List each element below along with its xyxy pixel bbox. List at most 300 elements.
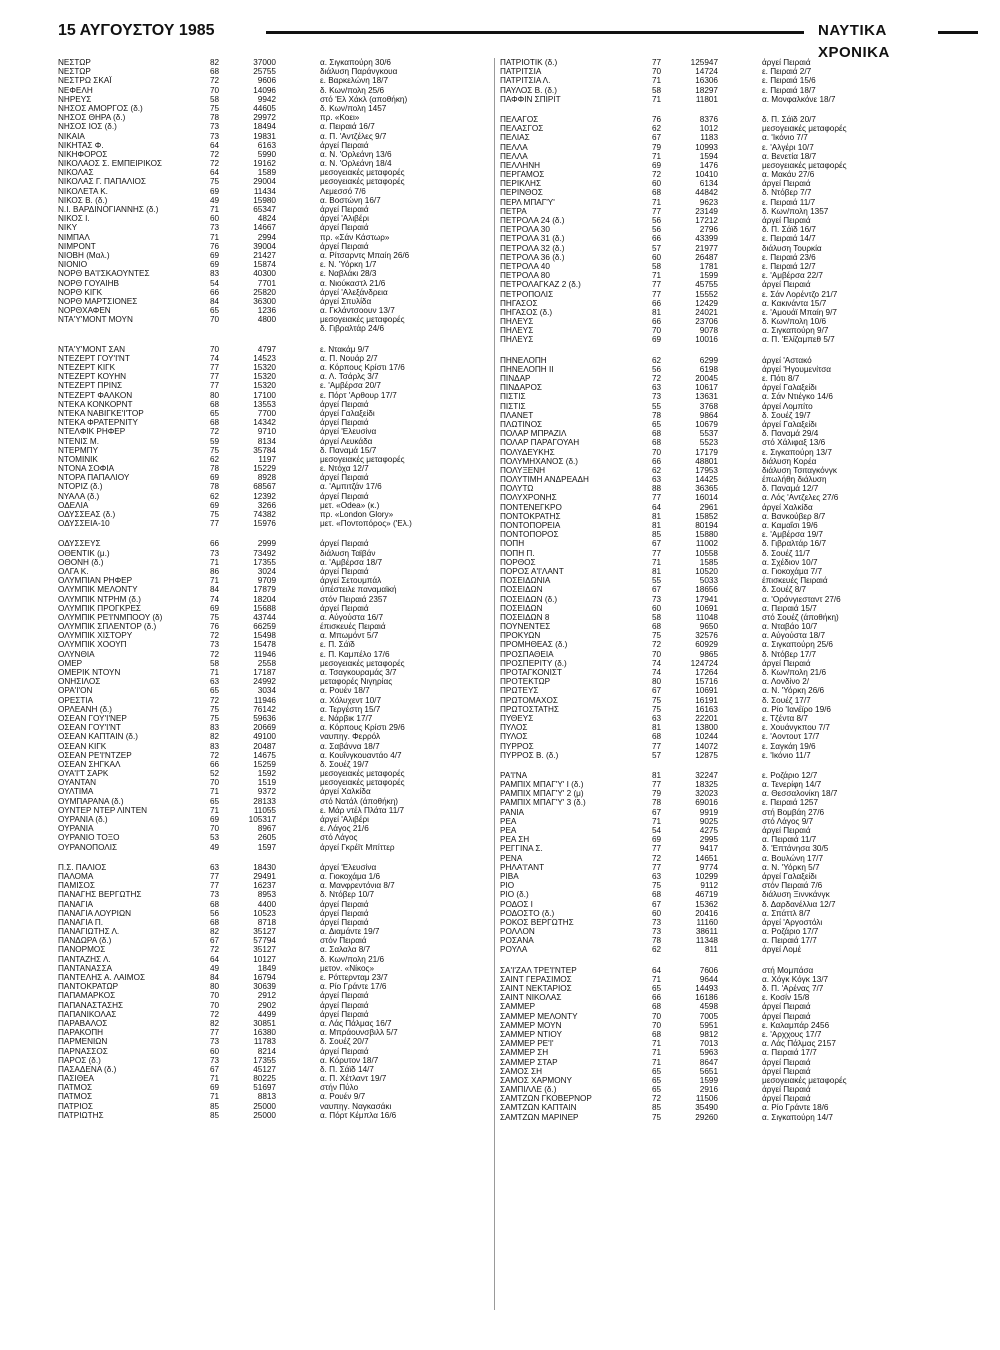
ship-name: ΣΑΜΜΕΡ ΡΕ'Ι' (500, 1039, 554, 1049)
ship-row (500, 1058, 940, 1067)
gross-tonnage: 9644 (699, 974, 718, 984)
build-year: 68 (210, 418, 220, 428)
gross-tonnage: 15320 (253, 363, 276, 372)
ship-row (500, 1002, 940, 1011)
build-year: 66 (652, 234, 662, 244)
ship-position: στή Βομβάη 27/6 (762, 807, 825, 817)
ship-name: ΡΕΓΓΙΝΑ Σ. (500, 844, 543, 854)
issue-date: 15 ΑΥΓΟΥΣΤΟΥ 1985 (58, 22, 215, 39)
build-year: 56 (652, 216, 662, 225)
ship-row (58, 742, 498, 751)
build-year: 68 (652, 188, 662, 198)
ship-row (500, 392, 940, 401)
gross-tonnage: 36300 (253, 296, 276, 306)
build-year: 82 (210, 1018, 220, 1028)
gross-tonnage: 10299 (695, 871, 718, 881)
gross-tonnage: 10523 (253, 908, 276, 918)
ship-position: άργεί Πειραιά (320, 140, 369, 150)
build-year: 69 (210, 815, 220, 824)
build-year: 74 (210, 594, 220, 604)
ship-row (500, 170, 940, 179)
ship-position: α. Κακινάντα 15/7 (762, 298, 827, 308)
ship-row (500, 475, 940, 484)
ship-position: α. 'Οράνγιεσταντ 27/6 (762, 594, 841, 604)
gross-tonnage: 59636 (253, 713, 276, 723)
ship-row (500, 493, 940, 502)
gross-tonnage: 29004 (253, 177, 276, 187)
gross-tonnage: 24021 (695, 307, 718, 317)
ship-position: ε. 'Ικόνιο 11/7 (762, 750, 811, 760)
ship-name: ΠΑΤΡΙΩΤΗΣ (58, 1110, 104, 1120)
gross-tonnage: 2605 (257, 833, 276, 843)
gross-tonnage: 16306 (695, 76, 718, 86)
ship-position: α. Γιοκοχάμα 7/7 (762, 566, 823, 576)
ship-name: ΠΟΣΕΙΔΩΝ (500, 603, 543, 613)
ship-position: α. Σιγκαπούρη 9/7 (762, 326, 829, 336)
ship-position: α. Λάς Πάλμας 2157 (762, 1039, 836, 1049)
ship-row (500, 945, 940, 954)
ship-name: ΡΑ'Ι'ΝΑ (500, 770, 528, 780)
ship-name: ΟΡΑ'Ι'ΟΝ (58, 686, 93, 696)
ship-row (500, 1039, 940, 1048)
ship-row (58, 1019, 498, 1028)
ship-position: ε. Τζέντα 8/7 (762, 713, 808, 723)
ship-name: ΠΑΣΙΘΕΑ (58, 1074, 95, 1084)
ship-row (58, 391, 498, 400)
ship-position: α. Κόρυτον 18/7 (320, 1055, 379, 1065)
ship-name: ΠΑΝΤΟΚΡΑΤΩΡ (58, 982, 119, 992)
ship-name: ΝΗΡΕΥΣ (58, 94, 92, 104)
ship-name: ΝΙΚΟΣ Β. (δ.) (58, 195, 108, 205)
build-year: 77 (210, 363, 220, 372)
gross-tonnage: 44842 (695, 188, 718, 198)
gross-tonnage: 9812 (699, 1029, 718, 1039)
ship-name: ΠΑΣΑΔΕΝΑ (δ.) (58, 1064, 117, 1074)
ship-name: ΝΙΚΗΦΟΡΟΣ (58, 149, 108, 159)
ship-name: ΡΙΟ (500, 881, 515, 891)
build-year: 78 (652, 798, 662, 808)
ship-position: ε. Πειραιά 15/6 (762, 76, 816, 86)
ship-row (58, 806, 498, 815)
gross-tonnage: 11946 (253, 695, 276, 705)
ship-position: μεσογειακές μεταφορές (320, 177, 405, 187)
gross-tonnage: 65347 (253, 205, 276, 214)
ship-position: άργεί Πειραιά (320, 539, 369, 549)
ship-name: ΠΟΣΕΙΔΩΝ (δ.) (500, 594, 558, 604)
gross-tonnage: 1597 (257, 842, 276, 852)
ship-position: άργεί Πειραιά (320, 418, 369, 428)
gross-tonnage: 6299 (699, 355, 718, 365)
ship-row (58, 631, 498, 640)
gross-tonnage: 2912 (257, 991, 276, 1001)
ship-row (500, 844, 940, 853)
ship-row (58, 1065, 498, 1074)
ship-row (500, 835, 940, 844)
gross-tonnage: 17941 (695, 594, 718, 604)
gross-tonnage: 9709 (257, 576, 276, 586)
build-year: 84 (210, 973, 220, 982)
ship-position: Λεμεσσό 7/6 (320, 186, 366, 196)
gross-tonnage: 18430 (253, 862, 276, 872)
ship-position: άργεί Πειραιά (320, 566, 369, 576)
build-year: 68 (210, 67, 220, 77)
ship-name: ΟΔΥΣΣΕΥΣ (58, 539, 101, 549)
build-year: 67 (652, 133, 662, 143)
ship-row (500, 188, 940, 197)
build-year: 58 (210, 658, 220, 668)
build-year: 83 (210, 723, 220, 733)
ship-position: δ. Σουέζ 19/7 (320, 759, 369, 769)
ship-position: ναυπηγ. Φερρόλ (320, 732, 381, 742)
ship-row (500, 253, 940, 262)
ship-name: ΠΕΛΑΓΟΣ (500, 114, 539, 124)
build-year: 72 (210, 750, 220, 760)
build-year: 86 (210, 566, 220, 576)
ship-row (500, 402, 940, 411)
ship-name: ΣΑΙΝΤ ΝΙΚΟΛΑΣ (500, 993, 562, 1003)
ship-position: ε. Πειραιά 2/7 (762, 67, 812, 77)
ship-position: α. Βοστώνη 16/7 (320, 195, 381, 205)
ship-position: δ. Γιβραλτάρ 24/6 (320, 324, 384, 334)
ship-position: δ. Κων/πολη 1357 (762, 206, 829, 216)
ship-name: ΟΝΗΣΙΛΟΣ (58, 677, 101, 687)
ship-name: ΣΑΜΜΕΡ ΣΤΑΡ (500, 1057, 558, 1067)
ship-list-section (500, 966, 940, 1122)
ship-name: ΠΑΝΔΩΡΑ (δ.) (58, 936, 112, 946)
gross-tonnage: 43399 (695, 234, 718, 244)
ship-position: στό 'Ελ Χάκλ (αποθήκη) (320, 94, 408, 104)
ship-position: μετ. «Odea» (κ.) (320, 500, 380, 510)
gross-tonnage: 15229 (253, 464, 276, 474)
build-year: 77 (652, 289, 662, 299)
build-year: 77 (210, 519, 220, 529)
gross-tonnage: 17179 (695, 447, 718, 457)
ship-position: στό Σουέζ (άποθήκη) (762, 612, 839, 622)
ship-name: ΝΗΣΟΣ ΑΜΟΡΓΟΣ (δ.) (58, 103, 143, 113)
build-year: 49 (210, 195, 220, 205)
ship-position: στήν Πύλο (320, 1083, 359, 1093)
build-year: 69 (652, 335, 662, 345)
gross-tonnage: 1183 (700, 133, 718, 143)
ship-position: δ. Κων/πολη 25/6 (320, 85, 385, 95)
ship-row (58, 58, 498, 67)
gross-tonnage: 16191 (695, 695, 718, 705)
gross-tonnage: 1849 (257, 963, 276, 973)
ship-row (500, 696, 940, 705)
ship-name: ΣΑ'Ι'ΖΑΛ ΤΡΕ'Ι'ΝΤΕΡ (500, 965, 577, 975)
gross-tonnage: 2994 (257, 232, 276, 242)
build-year: 78 (210, 113, 220, 123)
ship-position: μεσογειακές μεταφορές (320, 168, 405, 178)
ship-row (500, 374, 940, 383)
ship-row (58, 778, 498, 787)
ship-name: ΠΗΝΕΛΟΠΗ (500, 355, 547, 365)
ship-row (500, 365, 940, 374)
ship-row (500, 1076, 940, 1085)
ship-position: α. Κόρπους Κρίστι 17/6 (320, 363, 405, 372)
ship-name: ΝΟΡΘ ΜΑΡΤΣΙΟΝΕΣ (58, 296, 138, 306)
build-year: 81 (652, 511, 662, 521)
ship-position: μετον. «Νίκος» (320, 963, 375, 973)
ship-name: ΝΕΣΤΩΡ (58, 67, 91, 77)
ship-name: ΣΑΜΤΖΩΝ ΜΑΡΙΝΕΡ (500, 1112, 579, 1122)
ship-position: α. Πειραιά 16/7 (320, 122, 375, 132)
ship-row (500, 76, 940, 85)
ship-position: άργεί Πειραιά (762, 58, 811, 67)
build-year: 67 (652, 807, 662, 817)
ship-row (58, 113, 498, 122)
ship-row (500, 216, 940, 225)
ship-position: δ. 'Επτάνησα 30/5 (762, 844, 829, 854)
ship-name: ΝΤΟΡΑ ΠΑΠΑΛΙΟΥ (58, 473, 130, 483)
build-year: 72 (652, 170, 662, 180)
ship-name: ΟΥΡΑΝΙΑ (δ.) (58, 815, 108, 824)
ship-row (58, 815, 498, 824)
gross-tonnage: 36365 (695, 484, 718, 494)
build-year: 80 (652, 677, 662, 687)
ship-position: α. Θεσσαλονίκη 18/7 (762, 789, 838, 799)
ship-row (58, 168, 498, 177)
ship-name: ΠΟΝΤΟΠΟΡΕΙΑ (500, 521, 561, 530)
ship-row (500, 900, 940, 909)
ship-row (58, 909, 498, 918)
build-year: 83 (210, 269, 220, 279)
ship-row (58, 95, 498, 104)
build-year: 81 (652, 770, 662, 780)
gross-tonnage: 2916 (699, 1085, 718, 1095)
ship-row (58, 824, 498, 833)
ship-position: ε. Ν. 'Υόρκη 1/7 (320, 260, 377, 270)
ship-position: α. Ρουέν 18/7 (320, 686, 370, 696)
ship-row (58, 324, 498, 333)
build-year: 68 (652, 1029, 662, 1039)
ship-row (58, 622, 498, 631)
ship-position: ε. 'Αλγέρι 10/7 (762, 142, 814, 152)
ship-position: άργεί Πειραιά (320, 908, 369, 918)
ship-name: ΝΙΚΟΛΑΣ Γ. ΠΑΠΑΛΙΟΣ (58, 177, 146, 187)
gross-tonnage: 9710 (257, 427, 276, 437)
gross-tonnage: 4275 (699, 826, 718, 835)
ship-position: δ. Γιβραλτάρ 16/7 (762, 539, 826, 549)
ship-position: α. Ρουέν 9/7 (320, 1092, 366, 1102)
gross-tonnage: 1476 (699, 160, 718, 170)
ship-position: α. Ρίο Γράντε 18/6 (762, 1103, 829, 1113)
ship-row (58, 242, 498, 251)
ship-name: ΠΕΡΙΚΛΗΣ (500, 179, 542, 189)
ship-position: α. Π. 'Ελίζαμπεθ 5/7 (762, 335, 835, 345)
gross-tonnage: 3034 (257, 686, 276, 696)
build-year: 77 (652, 280, 662, 290)
build-year: 70 (652, 326, 662, 336)
gross-tonnage: 11348 (695, 936, 718, 946)
ship-position: άργεί Πειραιά (762, 1094, 811, 1104)
ship-row (58, 973, 498, 982)
ship-row (500, 780, 940, 789)
gross-tonnage: 9865 (699, 649, 718, 659)
build-year: 66 (210, 287, 220, 297)
ship-row (500, 1094, 940, 1103)
ship-name: ΣΑΜΜΕΡ ΣΗ (500, 1048, 549, 1058)
gross-tonnage: 16163 (695, 704, 718, 714)
ship-name: ΡΕΑ (500, 816, 517, 826)
ship-position: α. Ροζάριο 17/7 (762, 927, 819, 937)
ship-position: ε. Ρόττερνταμ 23/7 (320, 973, 388, 982)
gross-tonnage: 17953 (695, 465, 718, 475)
gross-tonnage: 32023 (695, 789, 718, 799)
ship-row (58, 936, 498, 945)
ship-row (58, 177, 498, 186)
ship-position: ε. Χουάνγκπου 7/7 (762, 723, 830, 733)
gross-tonnage: 45755 (695, 280, 718, 290)
ship-position: πρ. «London Glory» (320, 510, 394, 519)
ship-name (58, 324, 210, 333)
gross-tonnage: 5523 (699, 438, 718, 448)
build-year: 67 (652, 686, 662, 696)
ship-row (500, 290, 940, 299)
gross-tonnage: 74382 (253, 510, 276, 519)
ship-name: Π.Σ. ΠΑΛΙΟΣ (58, 862, 107, 872)
gross-tonnage: 5651 (699, 1066, 718, 1076)
build-year: 76 (652, 114, 662, 124)
ship-name: ΠΑΝΤΑΖΗΣ Λ. (58, 954, 111, 964)
build-year: 56 (652, 225, 662, 235)
ship-name: ΝΙΚΟΛΕΤΑ Κ. (58, 186, 108, 196)
ship-name: ΟΛΥΜΠΙΑΝ ΡΗΦΕΡ (58, 576, 133, 586)
build-year: 67 (652, 539, 662, 549)
ship-row (58, 372, 498, 381)
gross-tonnage: 15874 (253, 260, 276, 270)
ship-name: ΠΟΣΕΙΔΩΝ (500, 585, 543, 595)
build-year: 81 (652, 566, 662, 576)
ship-name: ΠΟΛΑΡ ΠΑΡΑΓΟΥΑΗ (500, 438, 580, 448)
ship-row (58, 122, 498, 131)
ship-name: ΠΑΝΑΓΙΑ (58, 899, 93, 909)
ship-name: ΠΙΣΤΙΣ (500, 392, 526, 402)
gross-tonnage: 17100 (253, 390, 276, 400)
gross-tonnage: 9372 (257, 787, 276, 797)
ship-position: α. Πόρτ Κέμπλα 16/6 (320, 1110, 397, 1120)
build-year: 60 (652, 252, 662, 262)
build-year: 71 (210, 668, 220, 677)
ship-row (58, 427, 498, 436)
gross-tonnage: 17187 (253, 668, 276, 677)
gross-tonnage: 23149 (695, 206, 718, 216)
build-year: 72 (652, 853, 662, 863)
ship-name: ΟΜΕΡ (58, 658, 83, 668)
ship-position: α. Σχέδιον 10/7 (762, 557, 818, 567)
ship-name: ΠΥΛΟΣ (500, 723, 528, 733)
ship-name: ΡΟΚΟΣ ΒΕΡΓΩΤΗΣ (500, 917, 574, 927)
build-year: 74 (210, 353, 220, 363)
build-year: 69 (210, 250, 220, 260)
ship-position: μεσογειακές μεταφορές (320, 315, 405, 325)
ship-name: ΟΥΑΝΤΑΝ (58, 778, 97, 788)
ship-row (58, 1010, 498, 1019)
build-year: 77 (210, 381, 220, 391)
ship-position: άργεί 'Αργοστόλι (762, 917, 823, 927)
ship-position: άργεί Πειραιά (762, 1057, 811, 1067)
ship-position: άργεί Πειραιά (320, 1000, 369, 1010)
ship-row (500, 909, 940, 918)
ship-list-section (58, 345, 498, 529)
ship-position: άργεί Πειραιά (320, 399, 369, 409)
build-year: 71 (652, 1057, 662, 1067)
ship-name: ΟΛΥΜΠΙΚ ΧΙΣΤΟΡΥ (58, 631, 133, 641)
build-year: 67 (652, 585, 662, 595)
ship-position: άργεί Γαλαξείδι (762, 871, 817, 881)
ship-position: α. Γκλάντσοουν 13/7 (320, 306, 395, 316)
ship-name: ΠΗΛΕΥΣ (500, 335, 534, 345)
ship-name: ΡΟΣΑΝΑ (500, 936, 534, 946)
ship-row (58, 927, 498, 936)
gross-tonnage: 21977 (695, 243, 718, 253)
ship-name: ΝΤΕΝΙΣ Μ. (58, 436, 99, 446)
ship-name: ΠΟΠΗ Π. (500, 548, 535, 558)
ship-name: ΟΥΛΤΙΜΑ (58, 787, 94, 797)
ship-position: α. Διαμάντε 19/7 (320, 927, 380, 937)
build-year: 67 (210, 1064, 220, 1074)
gross-tonnage: 16186 (695, 993, 718, 1003)
ship-name: ΝΥΑΛΑ (δ.) (58, 491, 100, 501)
build-year: 70 (210, 85, 220, 95)
ship-row (58, 769, 498, 778)
gross-tonnage: 20045 (695, 374, 718, 383)
build-year: 65 (652, 1075, 662, 1085)
gross-tonnage: 14523 (253, 353, 276, 363)
gross-tonnage: 37000 (253, 58, 276, 67)
ship-name: ΟΛΥΜΠΙΚ ΝΤΡΗΜ (δ.) (58, 594, 141, 604)
gross-tonnage: 35127 (253, 945, 276, 955)
ship-position: α. Βανκούβερ 8/7 (762, 511, 826, 521)
gross-tonnage: 15362 (695, 899, 718, 909)
build-year: 68 (652, 438, 662, 448)
build-year: 74 (652, 658, 662, 668)
ship-name: ΠΟΛΥΤΙΜΗ ΑΝΔΡΕΑΔΗ (500, 475, 589, 485)
ship-row (500, 466, 940, 475)
ship-list-section (500, 115, 940, 345)
gross-tonnage: 76142 (253, 704, 276, 714)
ship-name: ΠΕΛΛΑ (500, 151, 528, 161)
ship-name: ΡΗΛΑ'Ι'ΑΝΤ (500, 862, 545, 872)
ship-row (58, 539, 498, 548)
ship-position: α. Π. Νουάρ 2/7 (320, 353, 378, 363)
ship-position: μετ. «Ποντοπόρος» ('Ελ.) (320, 519, 412, 529)
ship-name: ΝΗΣΟΣ ΙΟΣ (δ.) (58, 122, 117, 132)
build-year: 60 (652, 179, 662, 189)
ship-name: ΝΗΣΟΣ ΘΗΡΑ (δ.) (58, 113, 126, 123)
build-year: 60 (210, 1046, 220, 1056)
build-year: 70 (210, 778, 220, 788)
ship-row (58, 714, 498, 723)
ship-row (58, 223, 498, 232)
gross-tonnage: 1599 (699, 1075, 718, 1085)
build-year: 77 (210, 1028, 220, 1038)
ship-position: ε. 'Αοντουτ 17/7 (762, 732, 820, 742)
build-year: 63 (652, 871, 662, 881)
build-year (210, 324, 236, 333)
gross-tonnage: 10691 (695, 686, 718, 696)
ship-name: ΝΙΚΗΤΑΣ Φ. (58, 140, 104, 150)
ship-position: α. Πειραιά 17/7 (762, 1048, 817, 1058)
ship-position: άργεί 'Ηγουμενίτσα (762, 364, 832, 374)
ship-row (58, 297, 498, 306)
ship-name: ΟΔΥΣΣΕΑΣ (δ.) (58, 510, 116, 519)
ship-name: ΠΡΟΣΠΑΘΕΙΑ (500, 649, 554, 659)
ship-position: α. Π. Χέτλαντ 19/7 (320, 1074, 387, 1084)
ship-position: πρ. «Σάν Κάστωρ» (320, 232, 390, 242)
ship-name: ΣΑΜΠΙΛΛΕ (δ.) (500, 1085, 557, 1095)
ship-row (500, 613, 940, 622)
